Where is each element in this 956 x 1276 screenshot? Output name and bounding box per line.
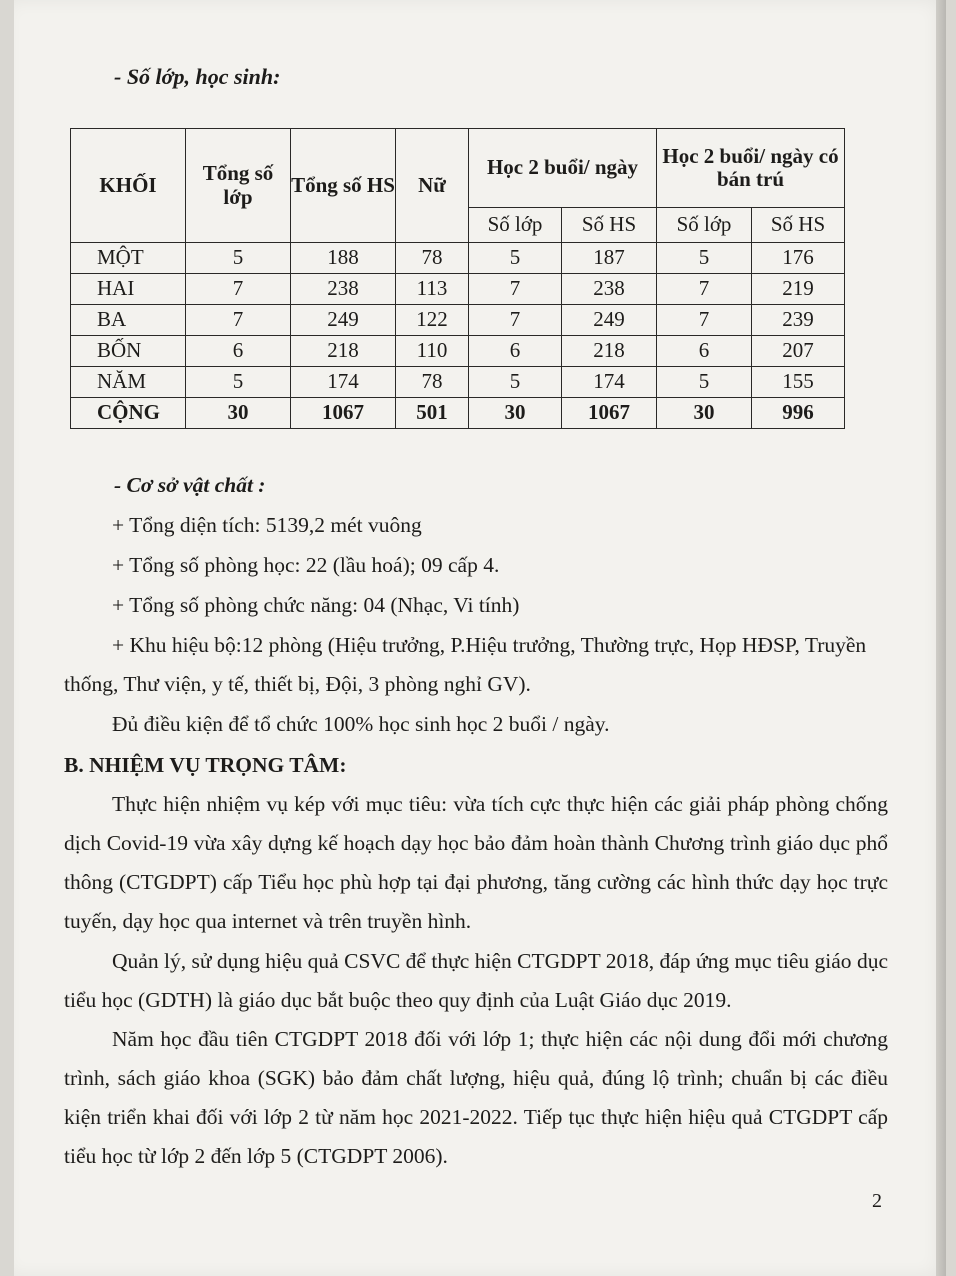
header-hoc-2-buoi: Học 2 buổi/ ngày [469, 129, 657, 208]
total-cell: 1067 [562, 398, 657, 429]
row-khoi: HAI [71, 274, 186, 305]
facility-line-classrooms: + Tổng số phòng học: 22 (lầu hoá); 09 cấp 4. [112, 553, 500, 577]
page-edge-shadow [936, 0, 946, 1276]
table-cell: 7 [657, 305, 752, 336]
total-cell: 996 [752, 398, 845, 429]
page-number: 2 [872, 1190, 882, 1212]
table-cell: 176 [752, 243, 845, 274]
paragraph-2: Quản lý, sử dụng hiệu quả CSVC để thực hiện CTGDPT 2018, đáp ứng mục tiêu giáo dục tiểu học (GDTH) là giáo dục bắt buộc theo quy định của Luật Giáo dục 2019. [64, 949, 888, 1012]
subheader-so-hs-2: Số HS [752, 208, 845, 243]
facility-conclusion: Đủ điều kiện để tổ chức 100% học sinh học 2 buổi / ngày. [112, 712, 610, 736]
total-cell: 30 [186, 398, 291, 429]
row-khoi: BỐN [71, 336, 186, 367]
row-khoi: MỘT [71, 243, 186, 274]
header-tong-so-hs: Tổng số HS [291, 129, 396, 243]
subheader-so-hs-1: Số HS [562, 208, 657, 243]
table-cell: 218 [562, 336, 657, 367]
header-hoc-2-buoi-ban-tru: Học 2 buổi/ ngày có bán trú [657, 129, 845, 208]
document-page [14, 0, 946, 1276]
paragraph-1: Thực hiện nhiệm vụ kép với mục tiêu: vừa tích cực thực hiện các giải pháp phòng chống dịch Covid-19 vừa xây dựng kế hoạch dạy học bảo đảm hoàn thành Chương trình giáo dục phổ thông (CTGDPT) cấp Tiểu học phù hợp tại đại phương, tăng cường các hình thức dạy học trực tuyến, dạy học qua internet và trên truyền hình. [64, 792, 888, 933]
section-students-heading: - Số lớp, học sinh: [114, 64, 281, 89]
facility-line-function-rooms: + Tổng số phòng chức năng: 04 (Nhạc, Vi tính) [112, 593, 520, 617]
table-cell: 6 [657, 336, 752, 367]
section-facilities-heading: - Cơ sở vật chất : [114, 473, 266, 497]
table-cell: 188 [291, 243, 396, 274]
table-cell: 5 [469, 367, 562, 398]
table-total-row [71, 398, 845, 429]
section-b-heading: B. NHIỆM VỤ TRỌNG TÂM: [64, 753, 347, 777]
table-cell: 5 [186, 367, 291, 398]
table-cell: 6 [186, 336, 291, 367]
table-cell: 110 [396, 336, 469, 367]
table-row [71, 367, 845, 398]
subheader-so-lop-2: Số lớp [657, 208, 752, 243]
header-tong-so-lop: Tổng số lớp [186, 129, 291, 243]
table-cell: 7 [657, 274, 752, 305]
header-nu: Nữ [396, 129, 469, 243]
table-cell: 7 [186, 305, 291, 336]
header-khoi: KHỐI [71, 129, 186, 243]
table-cell: 187 [562, 243, 657, 274]
table-cell: 218 [291, 336, 396, 367]
table-cell: 7 [469, 274, 562, 305]
table-cell: 249 [562, 305, 657, 336]
facility-line-admin-rooms: + Khu hiệu bộ:12 phòng (Hiệu trưởng, P.Hiệu trưởng, Thường trực, Họp HĐSP, Truyền thống, Thư viện, y tế, thiết bị, Đội, 3 phòng nghỉ GV). [64, 633, 867, 696]
table-cell: 7 [186, 274, 291, 305]
table-cell: 5 [657, 243, 752, 274]
table-cell: 5 [657, 367, 752, 398]
table-row [71, 305, 845, 336]
table-cell: 219 [752, 274, 845, 305]
table-cell: 174 [562, 367, 657, 398]
row-khoi: BA [71, 305, 186, 336]
student-stats-table [70, 128, 845, 429]
total-cell: 501 [396, 398, 469, 429]
table-cell: 78 [396, 243, 469, 274]
table-cell: 122 [396, 305, 469, 336]
total-label: CỘNG [71, 398, 186, 429]
table-cell: 174 [291, 367, 396, 398]
table-row [71, 243, 845, 274]
table-cell: 113 [396, 274, 469, 305]
total-cell: 1067 [291, 398, 396, 429]
table-cell: 5 [186, 243, 291, 274]
total-cell: 30 [657, 398, 752, 429]
subheader-so-lop-1: Số lớp [469, 208, 562, 243]
row-khoi: NĂM [71, 367, 186, 398]
table-cell: 238 [291, 274, 396, 305]
table-cell: 249 [291, 305, 396, 336]
table-cell: 239 [752, 305, 845, 336]
paragraph-3: Năm học đầu tiên CTGDPT 2018 đối với lớp 1; thực hiện các nội dung đổi mới chương trình, sách giáo khoa (SGK) bảo đảm chất lượng, hiệu quả, đúng lộ trình; chuẩn bị các điều kiện triển khai đối với lớp 2 từ năm học 2021-2022. Tiếp tục thực hiện hiệu quả CTGDPT cấp tiểu học từ lớp 2 đến lớp 5 (CTGDPT 2006). [64, 1027, 888, 1168]
total-cell: 30 [469, 398, 562, 429]
table-cell: 7 [469, 305, 562, 336]
table-cell: 238 [562, 274, 657, 305]
table-cell: 155 [752, 367, 845, 398]
table-row [71, 336, 845, 367]
facility-line-area: + Tổng diện tích: 5139,2 mét vuông [112, 513, 422, 537]
table-cell: 207 [752, 336, 845, 367]
table-cell: 78 [396, 367, 469, 398]
table-row [71, 274, 845, 305]
table-cell: 5 [469, 243, 562, 274]
table-cell: 6 [469, 336, 562, 367]
